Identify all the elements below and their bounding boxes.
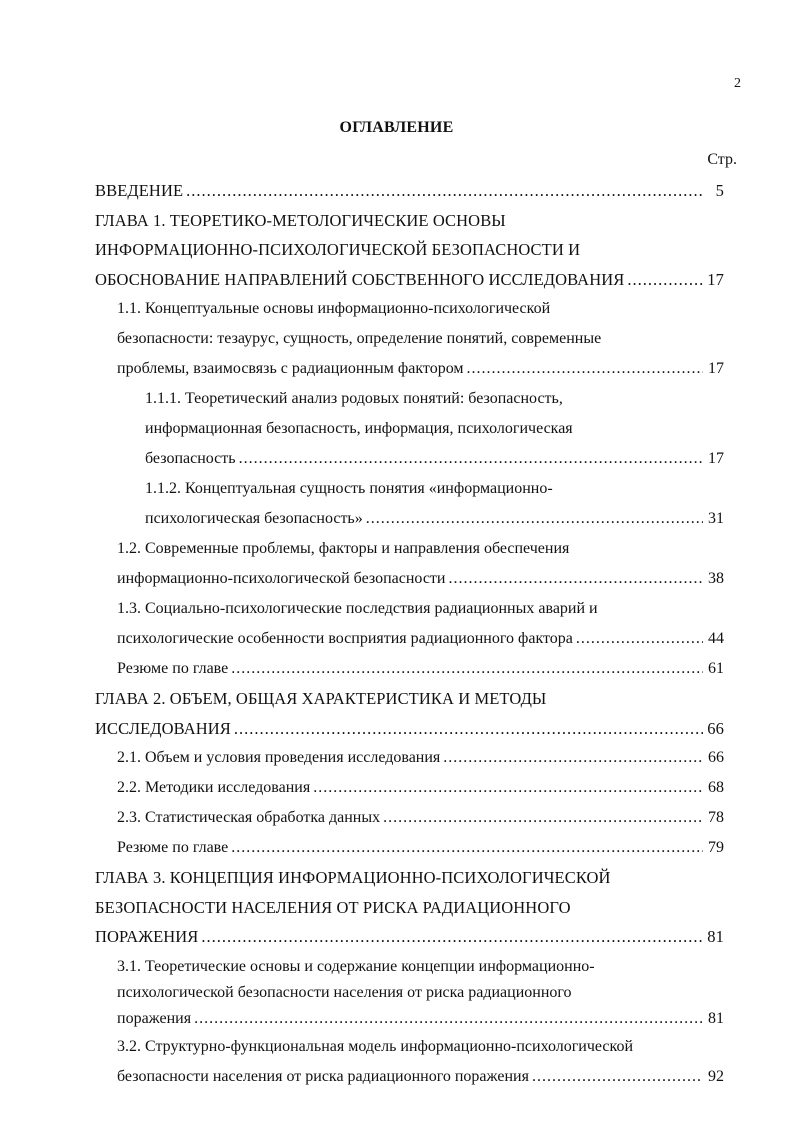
toc-entry-text: ПОРАЖЕНИЯ [95, 927, 199, 946]
toc-entry-text: безопасности населения от риска радиационного поражения [117, 1067, 529, 1085]
toc-entry-text: БЕЗОПАСНОСТИ НАСЕЛЕНИЯ ОТ РИСКА РАДИАЦИОННОГО [95, 897, 571, 917]
toc-page-ref: 68 [708, 779, 724, 796]
toc-page-ref: 79 [708, 839, 724, 856]
toc-title: ОГЛАВЛЕНИЕ [339, 119, 454, 136]
toc-page-ref: 66 [708, 749, 724, 766]
toc-entry-text: поражения [117, 1009, 192, 1027]
toc-entry-text: 3.2. Структурно-функциональная модель информационно-психологической [117, 1037, 634, 1055]
dot-leader [201, 922, 703, 952]
toc-page-ref: 81 [707, 927, 724, 946]
toc-entry-introduction [95, 176, 724, 206]
toc-entry-section-1-3 [117, 594, 724, 654]
toc-entry-text: психологическая безопасность» [145, 510, 363, 527]
toc-entry-text: безопасность [145, 450, 236, 467]
toc-entry-chapter-2 [95, 684, 724, 743]
toc-entry-text: 1.1.2. Концептуальная сущность понятия «информационно- [145, 480, 553, 497]
toc-page-ref: 17 [708, 360, 724, 377]
toc-entry-section-1-1-2 [145, 474, 724, 534]
dot-leader [313, 773, 703, 803]
dot-leader [532, 1062, 703, 1092]
dot-leader [448, 564, 703, 594]
toc-entry-text: информационно-психологической безопасности [117, 570, 446, 587]
toc-entry-text: 1.1.1. Теоретический анализ родовых понятий: безопасность, [145, 390, 563, 407]
toc-entry-section-3-1 [117, 954, 724, 1032]
toc-entry-text: безопасности: тезаурус, сущность, определение понятий, современные [117, 330, 602, 347]
toc-entry-chapter-3 [95, 863, 724, 952]
toc-entry-text: ОБОСНОВАНИЕ НАПРАВЛЕНИЙ СОБСТВЕННОГО ИССЛЕДОВАНИЯ [95, 269, 625, 289]
table-of-contents [0, 176, 793, 1092]
dot-leader [239, 444, 703, 474]
toc-page-ref: 44 [708, 630, 724, 647]
dot-leader [194, 1006, 703, 1032]
toc-entry-text: психологической безопасности населения от риска радиационного [117, 983, 572, 1001]
dot-leader [234, 714, 703, 744]
toc-entry-section-2-2 [117, 773, 724, 803]
toc-entry-text: 1.3. Социально-психологические последствия радиационных аварий и [117, 600, 598, 617]
toc-page-ref: 31 [708, 510, 724, 527]
toc-page-ref: 66 [707, 718, 724, 738]
toc-entry-chapter-1-summary [117, 654, 724, 684]
toc-entry-text: ИССЛЕДОВАНИЯ [95, 718, 231, 738]
toc-entry-text: Резюме по главе [117, 660, 229, 677]
toc-entry-text: 2.2. Методики исследования [117, 779, 311, 796]
dot-leader [366, 504, 703, 534]
toc-page-ref: 17 [708, 450, 724, 467]
toc-entry-text: 1.1. Концептуальные основы информационно-психологической [117, 300, 551, 317]
toc-entry-text: проблемы, взаимосвязь с радиационным фактором [117, 360, 464, 377]
dot-leader [231, 833, 703, 863]
toc-entry-text: информационная безопасность, информация, психологическая [145, 420, 573, 437]
dot-leader [383, 803, 703, 833]
toc-entry-text: ГЛАВА 3. КОНЦЕПЦИЯ ИНФОРМАЦИОННО-ПСИХОЛОГИЧЕСКОЙ [95, 868, 611, 887]
dot-leader [186, 176, 703, 206]
toc-entry-chapter-2-summary [117, 833, 724, 863]
toc-entry-text: 3.1. Теоретические основы и содержание концепции информационно- [117, 957, 595, 975]
toc-entry-text: ГЛАВА 1. ТЕОРЕТИКО-МЕТОЛОГИЧЕСКИЕ ОСНОВЫ [95, 210, 506, 230]
toc-entry-section-3-2 [117, 1032, 724, 1092]
toc-entry-text: 2.3. Статистическая обработка данных [117, 809, 381, 826]
dot-leader [627, 265, 703, 295]
dot-leader [576, 624, 703, 654]
toc-page-ref: 61 [708, 660, 724, 677]
toc-entry-section-2-3 [117, 803, 724, 833]
toc-entry-text: Резюме по главе [117, 839, 229, 856]
page-number: 2 [734, 76, 741, 91]
toc-entry-text: ИНФОРМАЦИОННО-ПСИХОЛОГИЧЕСКОЙ БЕЗОПАСНОСТИ И [95, 240, 581, 259]
dot-leader [467, 354, 703, 384]
dot-leader [443, 743, 703, 773]
toc-page-ref: 17 [707, 269, 724, 289]
page-column-label: Стр. [707, 151, 737, 168]
toc-entry-section-1-2 [117, 534, 724, 594]
toc-entry-text: 1.2. Современные проблемы, факторы и направления обеспечения [117, 540, 570, 557]
toc-page-ref: 92 [708, 1067, 724, 1085]
toc-entry-text: ВВЕДЕНИЕ [95, 181, 184, 200]
toc-entry-text: 2.1. Объем и условия проведения исследования [117, 749, 441, 766]
toc-page-ref: 81 [708, 1009, 724, 1027]
dot-leader [231, 654, 703, 684]
toc-page-ref: 38 [708, 570, 724, 587]
toc-entry-section-1-1 [117, 294, 724, 384]
toc-page-ref: 78 [708, 809, 724, 826]
toc-entry-text: психологические особенности восприятия радиационного фактора [117, 630, 573, 647]
toc-entry-text: ГЛАВА 2. ОБЪЕМ, ОБЩАЯ ХАРАКТЕРИСТИКА И МЕТОДЫ [95, 689, 547, 708]
toc-page-ref: 5 [715, 181, 724, 200]
toc-entry-section-2-1 [117, 743, 724, 773]
toc-entry-section-1-1-1 [145, 384, 724, 474]
toc-entry-chapter-1 [95, 206, 724, 295]
